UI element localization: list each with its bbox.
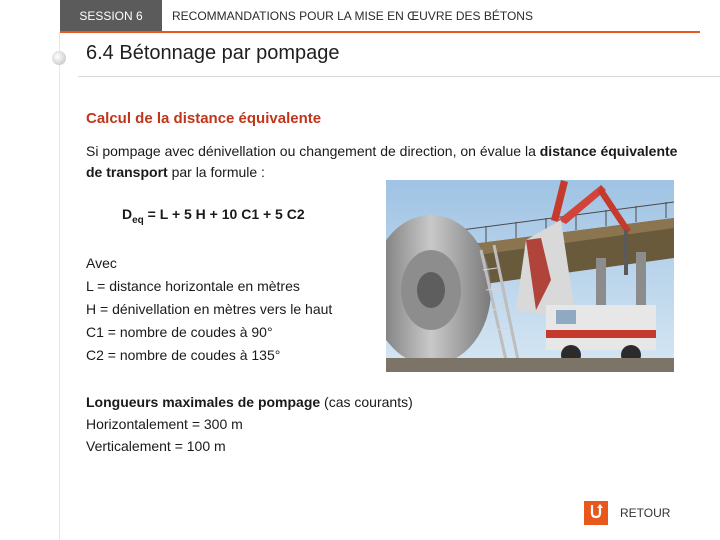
definition-item: C1 = nombre de coudes à 90° xyxy=(86,324,273,340)
u-turn-icon xyxy=(587,502,605,525)
formula-rest: = L + 5 H + 10 C1 + 5 C2 xyxy=(143,206,305,222)
intro-text: Si pompage avec dénivellation ou changement de direction, on évalue la xyxy=(86,143,540,159)
concrete-pump-photo xyxy=(386,180,674,372)
header-title: RECOMMANDATIONS POUR LA MISE EN ŒUVRE DES BÉTONS xyxy=(172,9,533,23)
header-accent-line xyxy=(60,31,700,33)
session-tab xyxy=(60,0,162,32)
intro-bold: distance équivalente de transport xyxy=(86,143,678,180)
max-heading-rest: (cas courants) xyxy=(320,394,413,410)
max-lengths-heading xyxy=(86,391,413,413)
definition-item: L = distance horizontale en mètres xyxy=(86,278,300,294)
max-vertical: Verticalement = 100 m xyxy=(86,438,226,454)
formula-subscript: eq xyxy=(132,214,144,226)
definition-item: H = dénivellation en mètres vers le haut xyxy=(86,301,333,317)
max-heading-bold: Longueurs maximales de pompage xyxy=(86,394,321,410)
definition-item: C2 = nombre de coudes à 135° xyxy=(86,347,281,363)
section-heading: Calcul de la distance équivalente xyxy=(86,110,322,127)
session-label: SESSION 6 xyxy=(79,9,143,23)
retour-label[interactable]: RETOUR xyxy=(620,506,671,520)
left-margin xyxy=(0,32,60,540)
title-divider xyxy=(78,76,720,77)
title-bullet-icon xyxy=(52,51,66,65)
max-lengths-block xyxy=(86,391,413,457)
top-bar xyxy=(0,0,720,32)
max-horizontal: Horizontalement = 300 m xyxy=(86,416,243,432)
intro-end: par la formule : xyxy=(167,164,265,180)
definitions-list xyxy=(86,252,332,367)
formula-prefix: D xyxy=(122,206,133,222)
intro-paragraph xyxy=(86,141,680,183)
left-divider xyxy=(59,32,60,540)
formula xyxy=(122,206,305,226)
avec-label: Avec xyxy=(86,255,117,271)
page-title: 6.4 Bétonnage par pompage xyxy=(86,42,340,64)
retour-button[interactable] xyxy=(584,501,608,525)
